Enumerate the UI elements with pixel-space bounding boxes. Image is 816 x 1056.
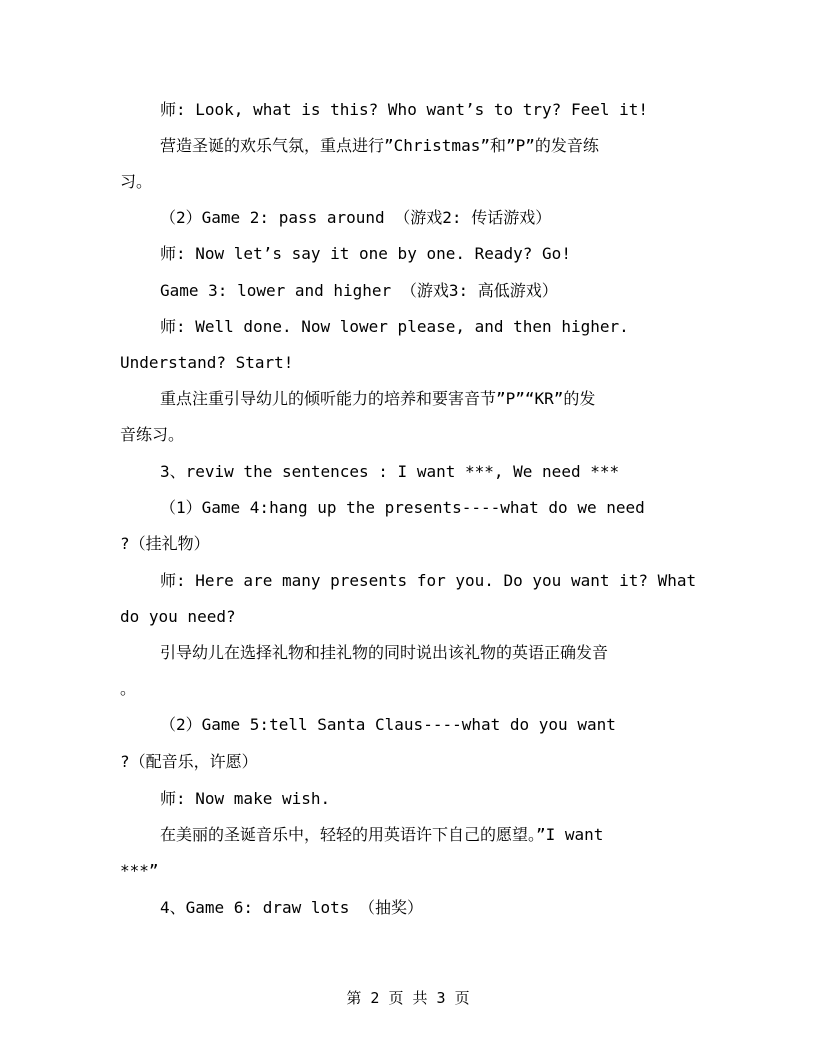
text-line: 3、reviw the sentences : I want ***, We need *** (160, 462, 620, 481)
text-line: ?（配音乐，许愿） (120, 752, 258, 771)
text-line: 重点注重引导幼儿的倾听能力的培养和要害音节”P”“KR”的发 (160, 389, 596, 408)
text-line: 师: Look, what is this? Who want’s to try? Feel it! (160, 100, 649, 119)
text-line: 师: Here are many presents for you. Do you want it? What (160, 571, 697, 590)
text-line: （1）Game 4:hang up the presents----what do we need (160, 498, 645, 517)
text-line: 师: Now let’s say it one by one. Ready? Go! (160, 244, 571, 263)
text-line: 4、Game 6: draw lots （抽奖） (160, 898, 424, 917)
text-line: Game 3: lower and higher （游戏3: 高低游戏） (160, 281, 558, 300)
text-line: （2）Game 2: pass around （游戏2: 传话游戏） (160, 208, 552, 227)
text-line: 营造圣诞的欢乐气氛，重点进行”Christmas”和”P”的发音练 (160, 136, 599, 155)
text-line: ***” (120, 861, 159, 880)
text-line: 。 (120, 679, 137, 698)
text-line: 师: Well done. Now lower please, and then higher. (160, 317, 629, 336)
text-line: 在美丽的圣诞音乐中，轻轻的用英语许下自己的愿望。”I want (160, 825, 604, 844)
text-line: do you need? (120, 607, 236, 626)
text-line: Understand? Start! (120, 353, 294, 372)
text-line: 音练习。 (120, 425, 185, 444)
text-line: ?（挂礼物） (120, 534, 210, 553)
page-footer: 第 2 页 共 3 页 (346, 989, 470, 1007)
text-line: 习。 (120, 172, 153, 191)
text-line: 引导幼儿在选择礼物和挂礼物的同时说出该礼物的英语正确发音 (160, 643, 609, 662)
text-line: （2）Game 5:tell Santa Claus----what do you want (160, 715, 616, 734)
text-line: 师: Now make wish. (160, 789, 331, 808)
